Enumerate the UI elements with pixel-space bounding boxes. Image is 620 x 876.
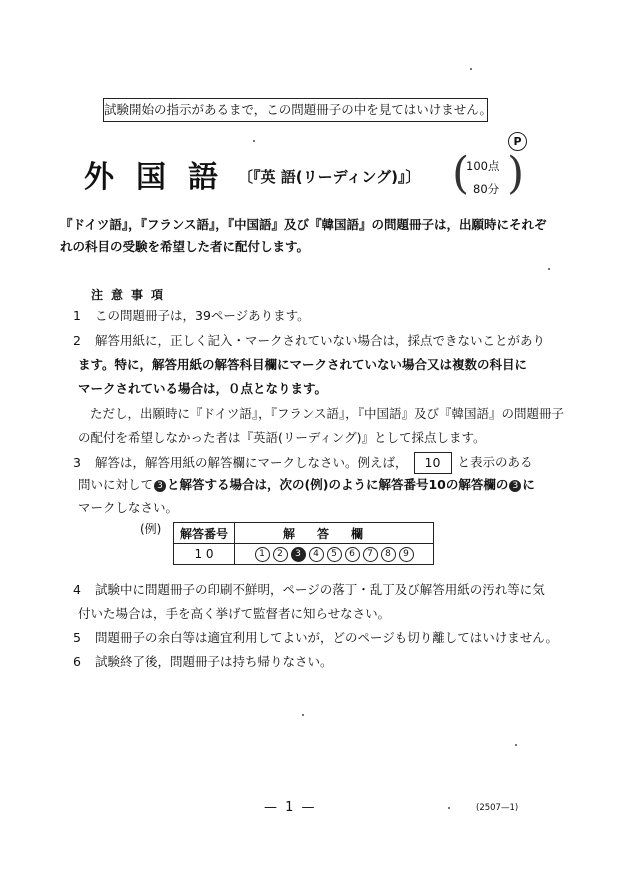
answer-bubble: 9 xyxy=(399,547,414,562)
note-text: 解答は，解答用紙の解答欄にマークしなさい。例えば， xyxy=(94,454,408,470)
note-2-extra-1: ただし，出願時に『ドイツ語』，『フランス語』，『中国語』及び『韓国語』の問題冊子 xyxy=(90,406,565,421)
example-label: (例) xyxy=(140,522,162,536)
note-text: と解答する場合は，次の(例)のように解答番号10の解答欄の xyxy=(167,477,509,492)
note-number: 2 xyxy=(73,333,81,348)
note-text: 試験中に問題冊子の印刷不鮮明，ページの落丁・乱丁及び解答用紙の汚れ等に気 xyxy=(94,582,545,597)
note-text: に xyxy=(522,477,535,492)
answer-bubbles-cell xyxy=(235,544,434,565)
scan-speck xyxy=(548,268,550,270)
note-2-extra-2: の配付を希望しなかった者は『英語(リーディング)』として採点します。 xyxy=(78,430,486,445)
note-number: 1 xyxy=(73,308,81,323)
circled-number: 3 xyxy=(154,480,166,492)
circled-number: 3 xyxy=(509,480,521,492)
note-5 xyxy=(73,629,558,646)
scan-speck xyxy=(302,714,304,716)
answer-bubble: 3 xyxy=(291,547,306,562)
notes-heading: 注意事項 xyxy=(91,288,172,302)
answer-bubble: 8 xyxy=(381,547,396,562)
note-2-line-2: ます。特に，解答用紙の解答科目欄にマークされていない場合又は複数の科目に xyxy=(78,357,528,372)
scan-speck xyxy=(470,68,472,70)
p-mark: P xyxy=(508,132,527,151)
answer-number-header: 解答番号 xyxy=(174,523,235,544)
answer-column-header: 解答欄 xyxy=(235,523,434,544)
answer-bubble: 5 xyxy=(327,547,342,562)
answer-bubble: 4 xyxy=(309,547,324,562)
note-1 xyxy=(73,307,310,324)
note-2-line-3: マークされている場合は，０点となります。 xyxy=(78,381,328,396)
score-minutes: 80分 xyxy=(473,182,500,196)
document-code: (2507—1) xyxy=(476,803,519,813)
note-text: 解答用紙に，正しく記入・マークされていない場合は，採点できないことがあり xyxy=(94,333,545,348)
note-3-line-1 xyxy=(73,452,533,474)
note-text: と表示のある xyxy=(457,454,533,470)
note-2-line-1 xyxy=(73,332,545,349)
intro-line-2: れの科目の受験を希望した者に配付します。 xyxy=(60,239,310,254)
note-number: 5 xyxy=(73,630,81,645)
scan-speck xyxy=(448,807,450,809)
note-number: 3 xyxy=(73,454,81,470)
answer-number-cell: 1 0 xyxy=(174,544,235,565)
answer-bubble: 7 xyxy=(363,547,378,562)
score-points: 100点 xyxy=(466,159,500,173)
example-answer-table xyxy=(173,522,434,565)
note-6 xyxy=(73,653,333,670)
scan-speck xyxy=(253,140,255,142)
answer-bubbles xyxy=(235,547,433,562)
left-paren: ( xyxy=(452,148,470,199)
answer-bubble: 6 xyxy=(345,547,360,562)
note-text: 試験終了後，問題冊子は持ち帰りなさい。 xyxy=(94,654,333,669)
right-paren: ) xyxy=(507,148,525,199)
answer-bubble: 2 xyxy=(273,547,288,562)
page-number: — 1 — xyxy=(264,800,317,815)
note-text: 問いに対して xyxy=(78,477,154,492)
note-4-line-2: 付いた場合は，手を高く挙げて監督者に知らせなさい。 xyxy=(78,606,391,621)
note-text: 問題冊子の余白等は適宜利用してよいが，どのページも切り離してはいけません。 xyxy=(94,630,558,645)
intro-line-1: 『ドイツ語』，『フランス語』，『中国語』及び『韓国語』の問題冊子は，出願時にそれぞ xyxy=(60,217,547,232)
notice-box: 試験開始の指示があるまで，この問題冊子の中を見てはいけません。 xyxy=(103,98,488,122)
answer-bubble: 1 xyxy=(255,547,270,562)
subject-label: 〔『英 語(リーディング)』〕 xyxy=(238,168,421,186)
note-number: 6 xyxy=(73,654,81,669)
example-number-box: 10 xyxy=(414,452,452,474)
page-title: 外国語 xyxy=(84,160,240,195)
note-4-line-1 xyxy=(73,581,545,598)
note-3-line-3: マークしなさい。 xyxy=(78,500,179,515)
note-3-line-2 xyxy=(78,476,535,493)
note-number: 4 xyxy=(73,582,81,597)
scan-speck xyxy=(515,744,517,746)
note-text: この問題冊子は，39ページあります。 xyxy=(94,308,310,323)
